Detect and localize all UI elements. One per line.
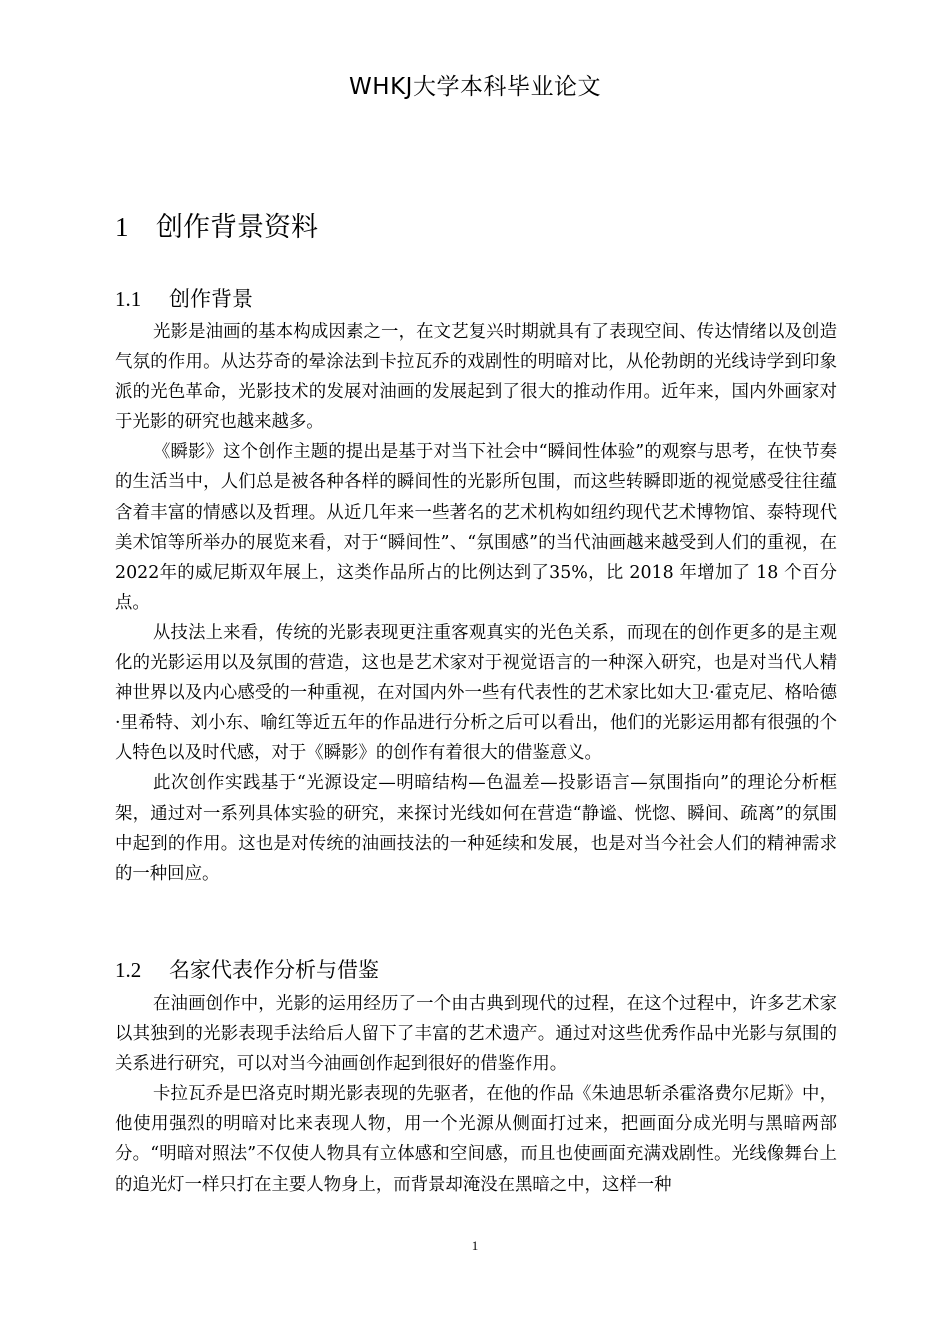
chapter-title: 创作背景资料 xyxy=(156,212,318,243)
page-number: 1 xyxy=(471,1238,479,1253)
section-title: 名家代表作分析与借鉴 xyxy=(169,958,379,982)
section-title: 创作背景 xyxy=(169,287,253,311)
section-number: 1.2 xyxy=(115,958,142,982)
section-heading-1-2 xyxy=(115,953,379,987)
page-header xyxy=(0,68,950,101)
paragraph: 从技法上来看，传统的光影表现更注重客观真实的光色关系，而现在的创作更多的是主观化的光影运用以及氛围的营造，这也是艺术家对于视觉语言的一种深入研究，也是对当代人精神世界以及内心感受的一种重视，在对国内外一些有代表性的艺术家比如大卫·霍克尼、格哈德·里希特、刘小东、喻红等近五年的作品进行分析之后可以看出，他们的光影运用都有很强的个人特色以及时代感，对于《瞬影》的创作有着很大的借鉴意义。 xyxy=(115,622,837,764)
section-number: 1.1 xyxy=(115,287,142,311)
section-body-1-1 xyxy=(115,317,837,889)
paragraph: 在油画创作中，光影的运用经历了一个由古典到现代的过程，在这个过程中，许多艺术家以其独到的光影表现手法给后人留下了丰富的艺术遗产。通过对这些优秀作品中光影与氛围的关系进行研究，可以对当今油画创作起到很好的借鉴作用。 xyxy=(115,994,837,1075)
section-heading-1-1 xyxy=(115,282,253,316)
header-title: WHKJ大学本科毕业论文 xyxy=(349,74,601,100)
chapter-number: 1 xyxy=(115,212,129,242)
paragraph: 此次创作实践基于“光源设定—明暗结构—色温差—投影语言—氛围指向”的理论分析框架，通过对一系列具体实验的研究，来探讨光线如何在营造“静谧、恍惚、瞬间、疏离”的氛围中起到的作用。这也是对传统的油画技法的一种延续和发展，也是对当今社会人们的精神需求的一种回应。 xyxy=(115,773,837,884)
section-body-1-2 xyxy=(115,989,837,1200)
paragraph: 卡拉瓦乔是巴洛克时期光影表现的先驱者，在他的作品《朱迪思斩杀霍洛费尔尼斯》中，他使用强烈的明暗对比来表现人物，用一个光源从侧面打过来，把画面分成光明与黑暗两部分。“明暗对照法”不仅使人物具有立体感和空间感，而且也使画面充满戏剧性。光线像舞台上的追光灯一样只打在主要人物身上，而背景却淹没在黑暗之中，这样一种 xyxy=(115,1084,837,1195)
paragraph: 《瞬影》这个创作主题的提出是基于对当下社会中“瞬间性体验”的观察与思考，在快节奏的生活当中，人们总是被各种各样的瞬间性的光影所包围，而这些转瞬即逝的视觉感受往往蕴含着丰富的情感以及哲理。从近几年来一些著名的艺术机构如纽约现代艺术博物馆、泰特现代美术馆等所举办的展览来看，对于“瞬间性”、“氛围感”的当代油画越来越受到人们的重视，在2022年的威尼斯双年展上，这类作品所占的比例达到了35%，比 2018 年增加了 18 个百分点。 xyxy=(115,442,837,613)
paragraph: 光影是油画的基本构成因素之一，在文艺复兴时期就具有了表现空间、传达情绪以及创造气氛的作用。从达芬奇的晕涂法到卡拉瓦乔的戏剧性的明暗对比，从伦勃朗的光线诗学到印象派的光色革命，光影技术的发展对油画的发展起到了很大的推动作用。近年来，国内外画家对于光影的研究也越来越多。 xyxy=(115,322,837,433)
chapter-heading xyxy=(115,207,318,248)
